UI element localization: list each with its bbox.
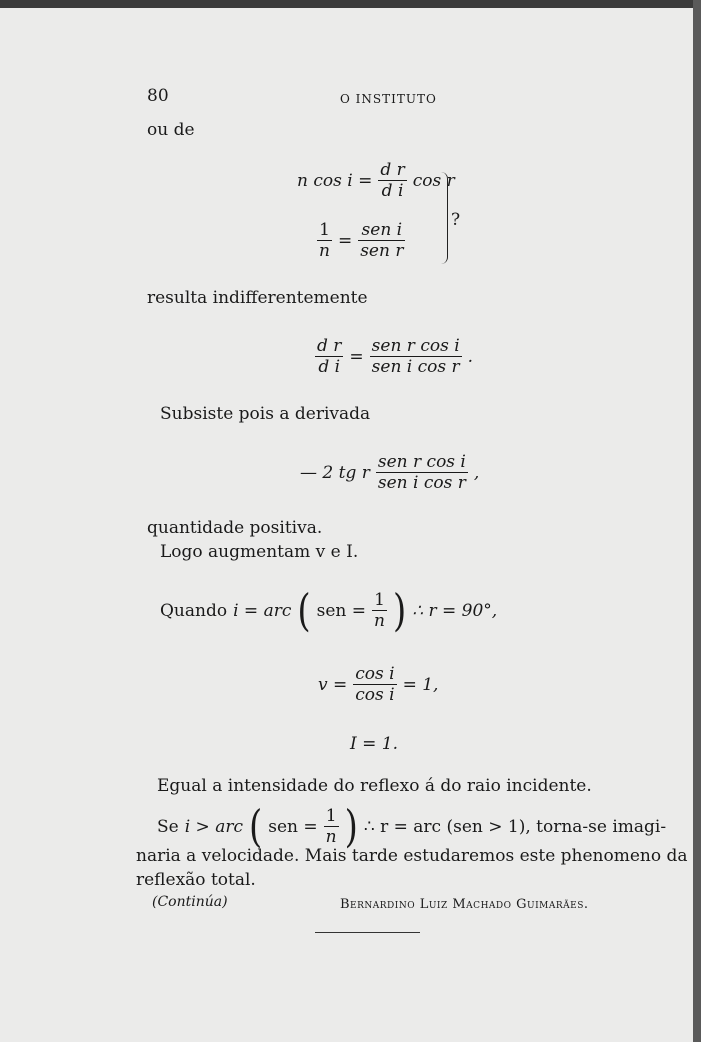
text-line-naria: naria a velocidade. Mais tarde estudaremos este phenomeno da	[136, 846, 688, 866]
text-line-quantidade: quantidade positiva.	[147, 518, 323, 538]
eq8-close-paren: )	[344, 800, 358, 853]
eq2-equals: =	[337, 230, 353, 251]
text-line-ou-de: ou de	[147, 120, 195, 140]
continua-note: (Continúa)	[152, 894, 228, 910]
eq5-denominator: n	[374, 611, 385, 632]
text-line-logo: Logo augmentam v e I.	[160, 542, 359, 562]
eq8-open-paren: (	[249, 800, 263, 853]
eq1-rhs: cos r	[412, 170, 455, 191]
footer-rule	[315, 932, 420, 933]
eq5-prefix: Quando	[160, 600, 228, 621]
eq4-numerator: sen r cos i	[377, 452, 466, 472]
eq6-rhs: = 1,	[402, 674, 439, 695]
eq5-close-paren: )	[392, 584, 407, 637]
equation-8	[157, 800, 667, 853]
eq3-equals: =	[349, 346, 364, 367]
eq8-numerator: 1	[325, 806, 337, 826]
eq1-numerator: d r	[380, 160, 405, 180]
eq2-numerator-right: sen i	[361, 220, 403, 240]
eq5-fraction	[372, 590, 387, 631]
eq2-fraction-right	[358, 220, 405, 261]
eq5-sen: sen =	[316, 600, 367, 621]
eq4-fraction	[376, 452, 468, 493]
eq3-end: .	[467, 346, 474, 367]
eq3-numerator-right: sen r cos i	[371, 336, 460, 356]
eq1-fraction	[378, 160, 406, 201]
eq3-fraction-right	[370, 336, 462, 377]
text-line-egual: Egual a intensidade do reflexo á do raio incidente.	[157, 776, 592, 796]
eq2-numerator-left: 1	[319, 220, 330, 240]
eq5-numerator: 1	[374, 590, 385, 610]
equation-4	[300, 452, 479, 493]
eq4-lhs: — 2 tg r	[300, 462, 370, 483]
author-signature: Bernardino Luiz Machado Guimarães.	[340, 897, 589, 912]
eq2-denominator-left: n	[319, 241, 330, 262]
eq8-lhs: i > arc	[184, 816, 243, 837]
eq8-sen: sen =	[268, 816, 318, 837]
eq8-rest: ∴ r = arc (sen > 1), torna-se imagi-	[363, 816, 667, 837]
eq2-denominator-right: sen r	[360, 241, 404, 262]
running-title: O INSTITUTO	[340, 92, 437, 106]
equation-6	[318, 664, 438, 705]
eq1-lhs: n cos i =	[297, 170, 373, 191]
equation-5	[160, 584, 498, 637]
text-line-resulta: resulta indifferentemente	[147, 288, 368, 308]
text-line-subsiste: Subsiste pois a derivada	[160, 404, 371, 424]
system-brace	[441, 172, 448, 264]
eq1-denominator: d i	[381, 181, 404, 202]
equation-3	[315, 336, 473, 377]
page-number: 80	[147, 86, 169, 106]
equation-1	[297, 160, 455, 201]
eq5-rest: ∴ r = 90°,	[412, 600, 498, 621]
eq3-denominator-left: d i	[318, 357, 341, 378]
equation-2	[317, 220, 405, 261]
eq6-numerator: cos i	[355, 664, 395, 684]
eq6-fraction	[353, 664, 396, 705]
eq3-fraction-left	[315, 336, 343, 377]
eq6-denominator: cos i	[355, 685, 395, 706]
equation-7: I = 1.	[350, 734, 398, 754]
eq3-numerator-left: d r	[317, 336, 342, 356]
text-line-reflexao: reflexão total.	[136, 870, 256, 890]
eq4-denominator: sen i cos r	[377, 473, 466, 494]
eq6-lhs: v =	[318, 674, 348, 695]
eq8-denominator: n	[325, 827, 337, 848]
eq8-fraction	[324, 806, 339, 847]
eq5-lhs: i = arc	[233, 600, 292, 621]
eq3-denominator-right: sen i cos r	[371, 357, 460, 378]
eq5-open-paren: (	[297, 584, 311, 637]
eq2-fraction-left	[317, 220, 332, 261]
eq4-end: ,	[473, 462, 480, 483]
eq8-prefix: Se	[157, 816, 179, 837]
system-mark: ?	[451, 210, 461, 230]
